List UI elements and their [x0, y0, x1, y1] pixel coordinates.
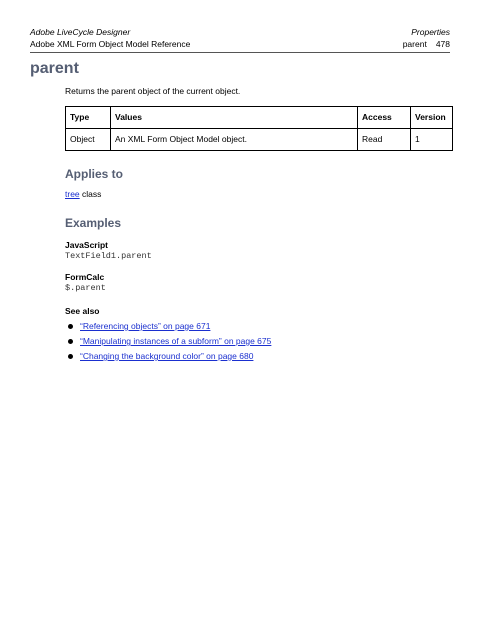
cell-access: Read — [358, 129, 411, 151]
column-header-access: Access — [358, 107, 411, 129]
tree-link[interactable]: tree — [65, 189, 80, 199]
applies-to-suffix: class — [79, 189, 102, 199]
javascript-code: TextField1.parent — [65, 251, 152, 261]
list-item — [65, 349, 453, 364]
section-name: Properties — [411, 27, 450, 37]
applies-to-heading: Applies to — [65, 167, 124, 181]
see-also-heading: See also — [65, 306, 100, 316]
product-name: Adobe LiveCycle Designer — [30, 27, 131, 37]
property-table — [65, 106, 453, 151]
header-rule — [30, 52, 450, 53]
see-also-link-background-color[interactable]: “Changing the background color” on page 680 — [80, 351, 254, 361]
table-header-row — [66, 107, 453, 129]
content — [65, 85, 453, 364]
applies-to-text — [65, 188, 453, 200]
cell-version: 1 — [411, 129, 453, 151]
running-header-left — [30, 26, 190, 50]
bullet-icon — [68, 354, 73, 359]
formcalc-code: $.parent — [65, 283, 106, 293]
page-number: 478 — [435, 39, 450, 49]
see-also-link-referencing-objects[interactable]: “Referencing objects” on page 671 — [80, 321, 211, 331]
examples-heading: Examples — [65, 216, 122, 230]
see-also-list — [65, 319, 453, 364]
book-title: Adobe XML Form Object Model Reference — [30, 39, 191, 49]
cell-type: Object — [66, 129, 111, 151]
javascript-label: JavaScript — [65, 240, 108, 250]
table-row — [66, 129, 453, 151]
topic-name: parent — [402, 39, 427, 49]
bullet-icon — [68, 339, 73, 344]
page-title: parent — [30, 60, 79, 77]
list-item — [65, 319, 453, 334]
running-header-right — [403, 26, 450, 50]
cell-values: An XML Form Object Model object. — [111, 129, 358, 151]
intro-text: Returns the parent object of the current object. — [65, 86, 241, 96]
list-item — [65, 334, 453, 349]
bullet-icon — [68, 324, 73, 329]
see-also-link-manipulating-instances[interactable]: “Manipulating instances of a subform” on page 675 — [80, 336, 272, 346]
column-header-type: Type — [66, 107, 111, 129]
formcalc-label: FormCalc — [65, 272, 105, 282]
column-header-values: Values — [111, 107, 358, 129]
column-header-version: Version — [411, 107, 453, 129]
topic-and-page — [403, 38, 450, 50]
